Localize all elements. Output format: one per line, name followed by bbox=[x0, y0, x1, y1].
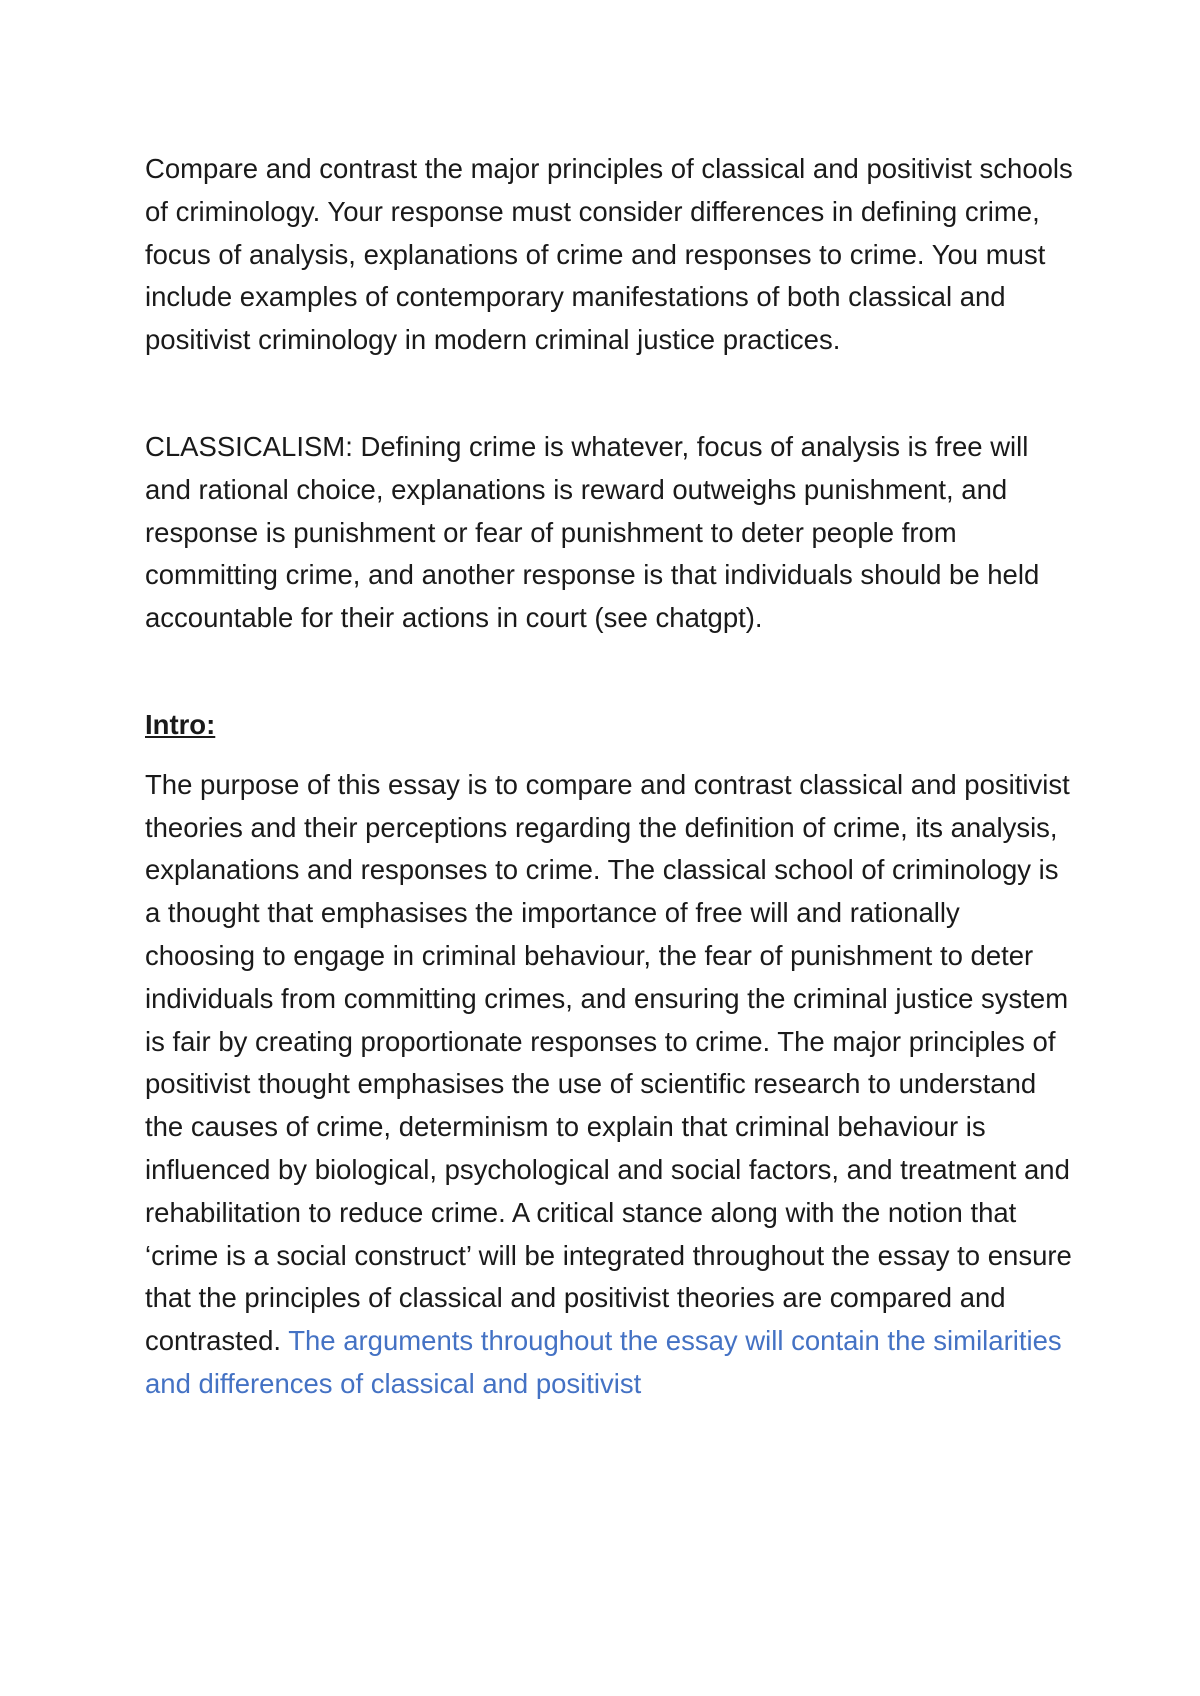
document-page bbox=[145, 148, 1075, 1406]
intro-paragraph bbox=[145, 764, 1075, 1406]
intro-highlight-text: The arguments throughout the essay will contain the similarities and differences of classical and positivist bbox=[145, 1325, 1062, 1399]
question-paragraph: Compare and contrast the major principles of classical and positivist schools of criminology. Your response must consider differences in defining crime, focus of analysis, explanations of crime and responses to crime. You must include examples of contemporary manifestations of both classical and positivist criminology in modern criminal justice practices. bbox=[145, 153, 1073, 356]
notes-paragraph: CLASSICALISM: Defining crime is whatever, focus of analysis is free will and rational choice, explanations is reward outweighs punishment, and response is punishment or fear of punishment to deter people from committing crime, and another response is that individuals should be held accountable for their actions in court (see chatgpt). bbox=[145, 430, 1040, 634]
intro-heading: Intro: bbox=[145, 708, 216, 740]
spacer bbox=[145, 640, 1075, 704]
spacer bbox=[145, 362, 1075, 426]
intro-text: The purpose of this essay is to compare and contrast classical and positivist theories and their perceptions regarding the definition of crime, its analysis, explanations and responses to crime. The classical school of criminology is a thought that emphasises the importance of free will and rationally choosing to engage in criminal behaviour, the fear of punishment to deter individuals from committing crimes, and ensuring the criminal justice system is fair by creating proportionate responses to crime. The major principles of positivist thought emphasises the use of scientific research to understand the causes of crime, determinism to explain that criminal behaviour is influenced by biological, psychological and social factors, and treatment and rehabilitation to reduce crime. A critical stance along with the notion that ‘crime is a social construct’ will be integrated throughout the essay to ensure that the principles of classical and positivist theories are compared and contrasted. bbox=[145, 768, 1072, 1357]
